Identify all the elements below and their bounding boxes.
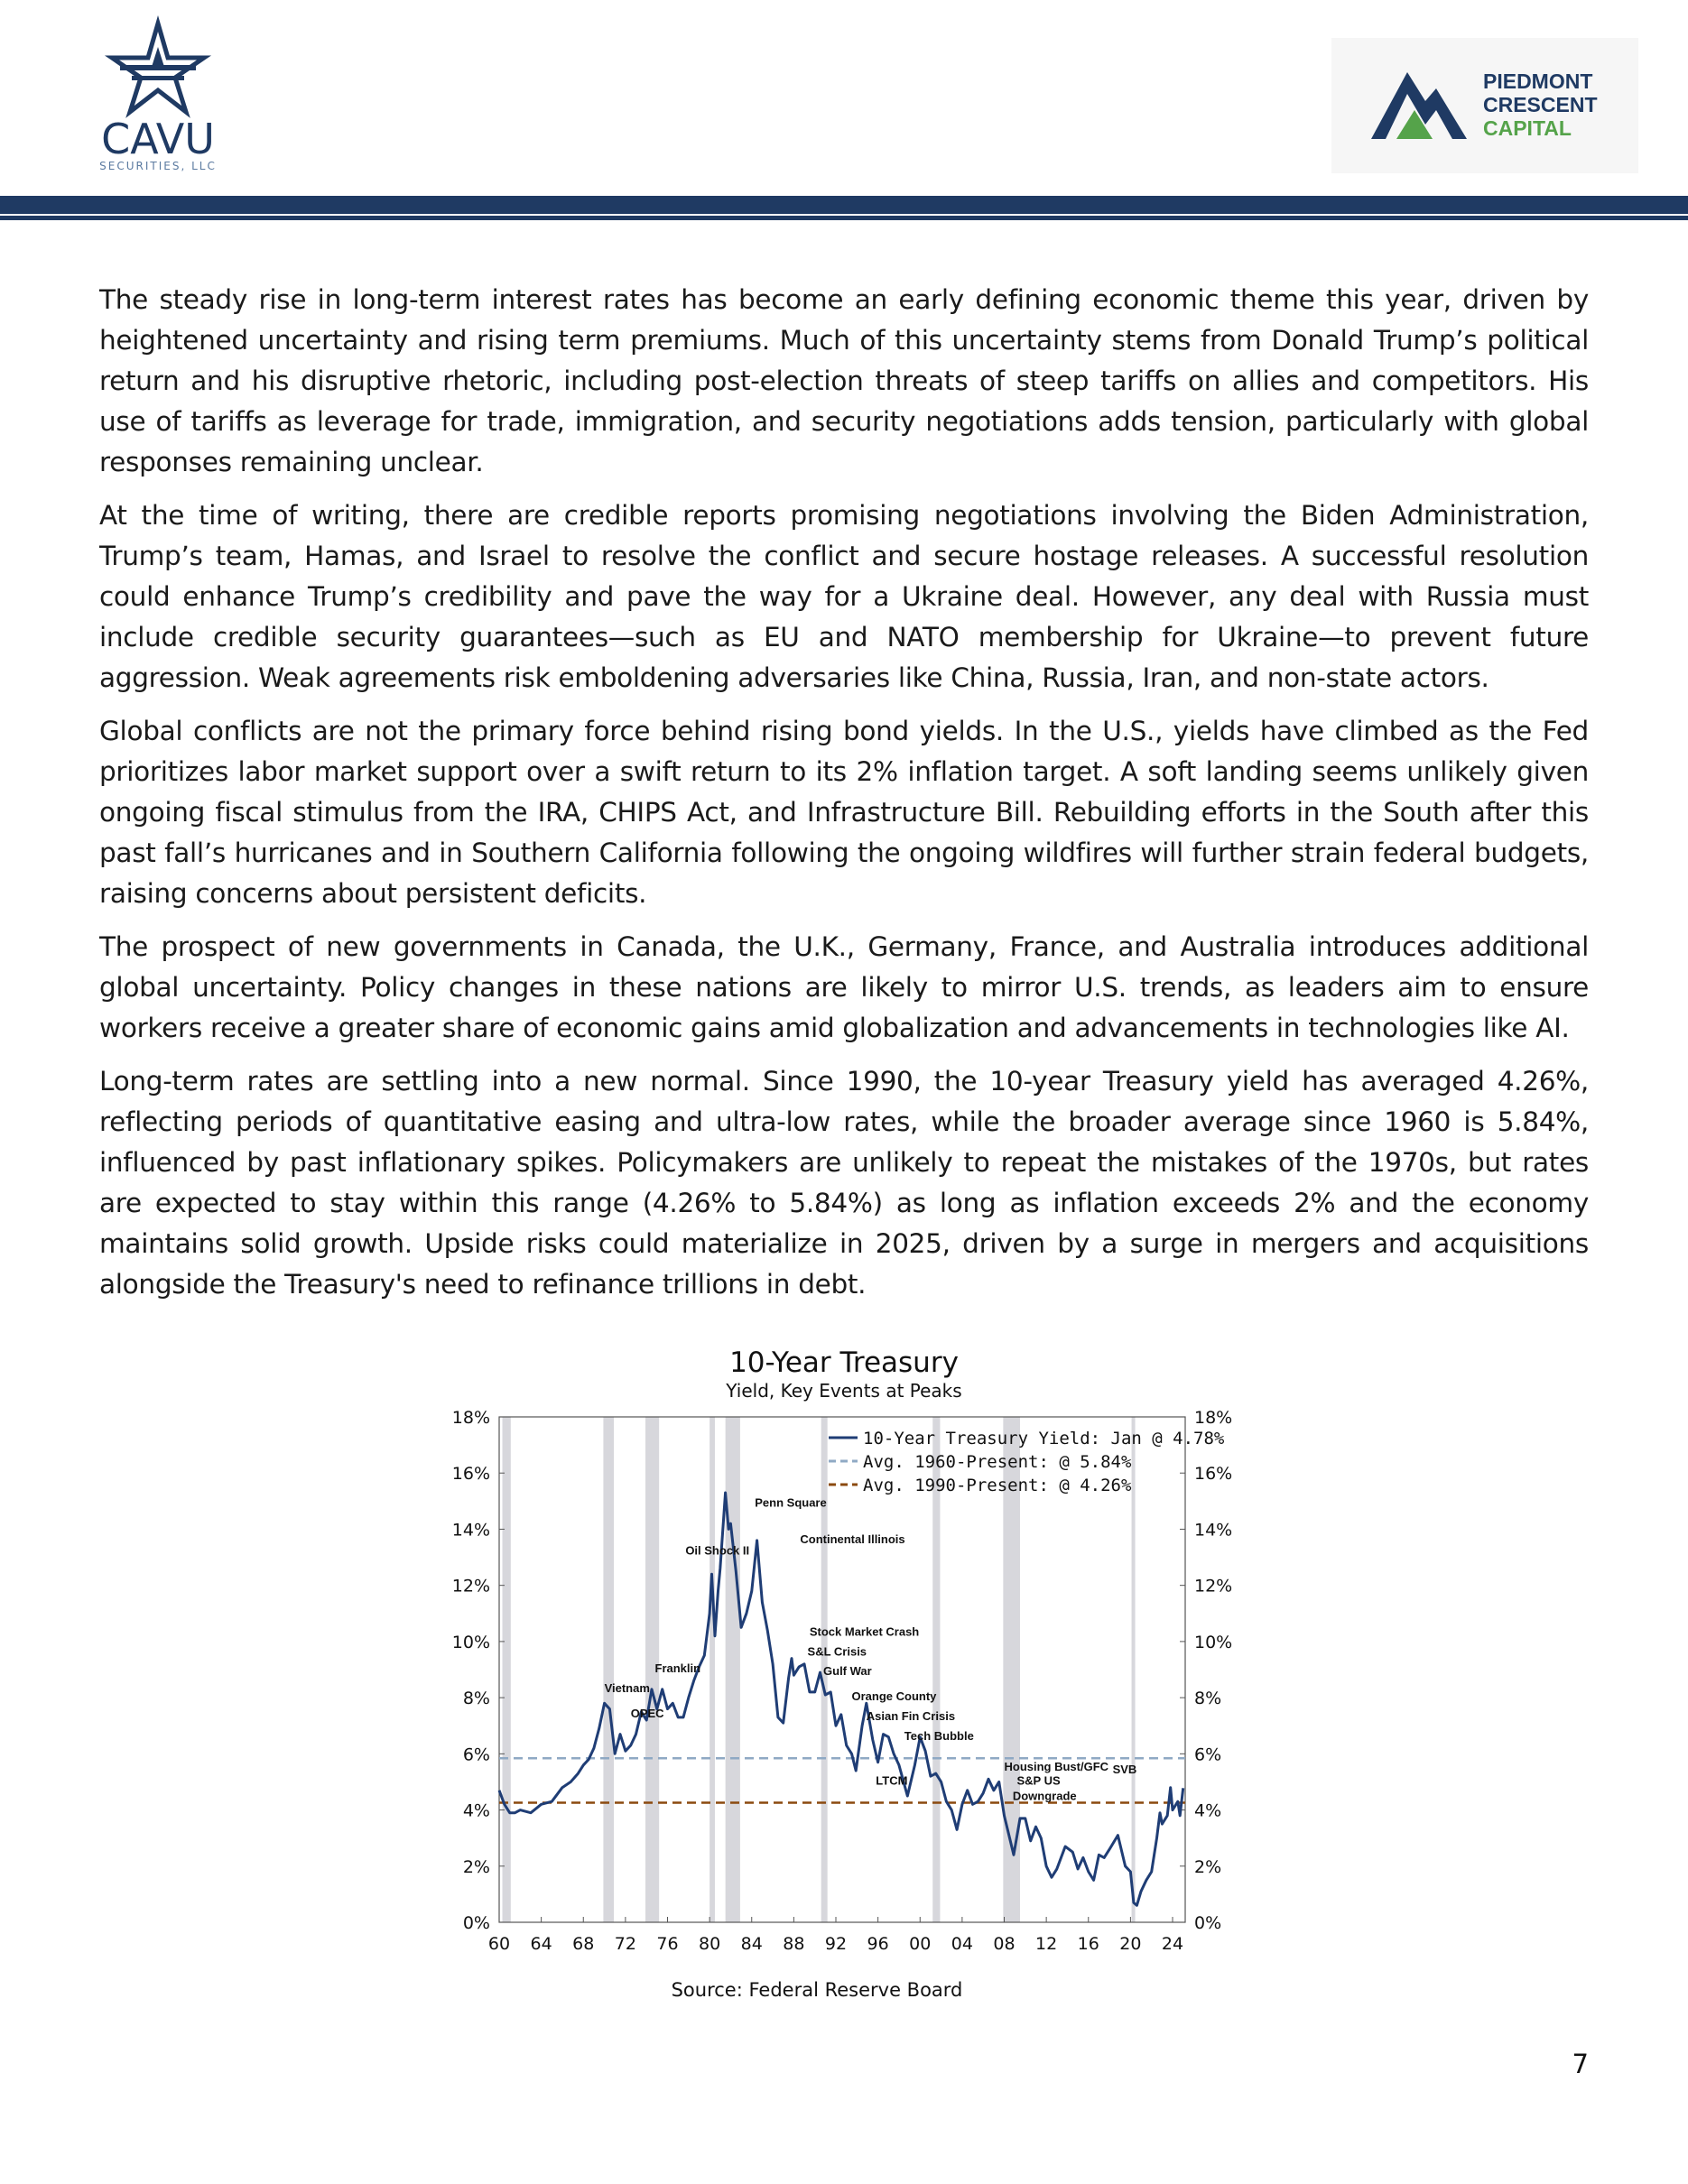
event-label: Vietnam <box>604 1680 650 1695</box>
event-label: Downgrade <box>1012 1789 1077 1803</box>
cavu-star-icon <box>112 23 204 112</box>
chart-legend <box>829 1429 1225 1495</box>
event-label: LTCM <box>876 1773 908 1788</box>
x-tick-label: 20 <box>1119 1934 1142 1954</box>
y-tick-label-left: 18% <box>451 1408 490 1428</box>
event-label: S&L Crisis <box>807 1644 867 1659</box>
article-body <box>99 280 1589 1318</box>
event-label: Franklin <box>654 1661 701 1676</box>
piedmont-word: PIEDMONT <box>1483 69 1593 93</box>
yield-line <box>499 1493 1183 1905</box>
recession-band <box>710 1417 715 1922</box>
x-tick-label: 96 <box>867 1934 889 1954</box>
y-tick-label-left: 6% <box>462 1744 490 1765</box>
y-tick-label-left: 8% <box>462 1689 490 1709</box>
y-tick-label-left: 12% <box>451 1576 490 1596</box>
paragraph: At the time of writing, there are credible reports promising negotiations involving the Biden Administration, Trump’s team, Hamas, and Israel to resolve the conflict and secure hostage releases. A successful resolution could enhance Trump’s credibility and pave the way for a Ukraine deal. However, any deal with Russia must include credible security guarantees—such as EU and NATO membership for Ukraine—to prevent future aggression. Weak agreements risk emboldening adversaries like China, Russia, Iran, and non-state actors. <box>99 500 1589 693</box>
x-tick-label: 00 <box>909 1934 932 1954</box>
paragraph: The steady rise in long-term interest rates has become an early defining economic theme this year, driven by heightened uncertainty and rising term premiums. Much of this uncertainty stems from Donald Trump’s political return and his disruptive rhetoric, including post-election threats of steep tariffs on allies and competitors. His use of tariffs as leverage for trade, immigration, and security negotiations adds tension, particularly with global responses remaining unclear. <box>99 284 1589 477</box>
x-tick-label: 68 <box>572 1934 595 1954</box>
treasury-chart <box>411 1345 1233 2022</box>
x-tick-label: 84 <box>740 1934 763 1954</box>
x-tick-label: 24 <box>1161 1934 1184 1954</box>
x-tick-label: 76 <box>656 1934 679 1954</box>
cavu-wordmark: CAVU <box>101 115 215 163</box>
piedmont-logo <box>1331 38 1638 173</box>
y-tick-label-right: 10% <box>1194 1632 1233 1652</box>
event-label: Asian Fin Crisis <box>866 1709 956 1723</box>
event-label: Stock Market Crash <box>809 1624 920 1639</box>
page-number: 7 <box>1572 2049 1589 2079</box>
treasury-chart-svg <box>411 1345 1233 1976</box>
chart-subtitle: Yield, Key Events at Peaks <box>726 1380 962 1402</box>
y-tick-label-right: 16% <box>1194 1464 1233 1485</box>
recession-band <box>603 1417 614 1922</box>
event-label: Penn Square <box>755 1495 827 1510</box>
paragraph: Global conflicts are not the primary force behind rising bond yields. In the U.S., yields have climbed as the Fed prioritizes labor market support over a swift return to its 2% inflation target. A soft landing seems unlikely given ongoing fiscal stimulus from the IRA, CHIPS Act, and Infrastructure Bill. Rebuilding efforts in the South after this past fall’s hurricanes and in Southern California following the ongoing wildfires will further strain federal budgets, raising concerns about persistent deficits. <box>99 716 1589 909</box>
event-label: Tech Bubble <box>904 1728 974 1743</box>
y-tick-label-left: 4% <box>462 1800 490 1821</box>
y-tick-label-right: 18% <box>1194 1408 1233 1428</box>
legend-label: Avg. 1990-Present: @ 4.26% <box>863 1476 1132 1495</box>
event-label: Gulf War <box>823 1664 872 1679</box>
y-tick-label-right: 6% <box>1194 1744 1222 1765</box>
yield-series <box>499 1493 1183 1905</box>
chart-source: Source: Federal Reserve Board <box>671 1979 963 2001</box>
x-tick-label: 04 <box>951 1934 973 1954</box>
chart-title: 10-Year Treasury <box>729 1346 959 1379</box>
y-tick-label-left: 10% <box>451 1632 490 1652</box>
recession-band <box>1132 1417 1136 1922</box>
x-tick-label: 88 <box>783 1934 805 1954</box>
y-tick-label-right: 14% <box>1194 1520 1233 1541</box>
event-labels <box>605 1496 1137 1803</box>
x-tick-label: 92 <box>824 1934 848 1954</box>
crescent-word: CRESCENT <box>1483 93 1598 116</box>
y-tick-label-right: 8% <box>1194 1689 1222 1709</box>
x-tick-label: 60 <box>487 1934 511 1954</box>
y-tick-label-right: 2% <box>1194 1856 1222 1877</box>
event-label: OPEC <box>630 1706 664 1720</box>
y-tick-label-left: 0% <box>462 1913 490 1933</box>
x-tick-label: 08 <box>993 1934 1016 1954</box>
event-label: SVB <box>1112 1763 1137 1777</box>
x-tick-label: 12 <box>1035 1934 1058 1954</box>
legend-label: 10-Year Treasury Yield: Jan @ 4.78% <box>863 1429 1225 1448</box>
x-tick-label: 64 <box>530 1934 552 1954</box>
page-header <box>0 0 1688 222</box>
y-tick-label-right: 12% <box>1194 1576 1233 1596</box>
recession-band <box>502 1417 510 1922</box>
cavu-logo <box>79 20 237 173</box>
header-divider-thin <box>0 216 1688 220</box>
y-tick-label-left: 2% <box>462 1856 490 1877</box>
x-tick-label: 16 <box>1077 1934 1099 1954</box>
y-tick-label-left: 16% <box>451 1464 490 1485</box>
recession-band <box>726 1417 740 1922</box>
event-label: Orange County <box>851 1689 937 1704</box>
x-tick-label: 80 <box>699 1934 721 1954</box>
paragraph: Long-term rates are settling into a new normal. Since 1990, the 10-year Treasury yield has averaged 4.26%, reflecting periods of quantitative easing and ultra-low rates, while the broader average since 1960 is 5.84%, influenced by past inflationary spikes. Policymakers are unlikely to repeat the mistakes of the 1970s, but rates are expected to stay within this range (4.26% to 5.84%) as long as inflation exceeds 2% and the economy maintains solid growth. Upside risks could materialize in 2025, driven by a surge in mergers and acquisitions alongside the Treasury's need to refinance trillions in debt. <box>99 1066 1589 1300</box>
event-label: S&P US <box>1016 1773 1061 1788</box>
header-divider <box>0 196 1688 214</box>
legend-label: Avg. 1960-Present: @ 5.84% <box>863 1452 1132 1472</box>
y-tick-label-left: 14% <box>451 1520 490 1541</box>
cavu-subtitle: SECURITIES, LLC <box>99 160 217 172</box>
y-tick-label-right: 0% <box>1194 1913 1222 1933</box>
x-tick-label: 72 <box>614 1934 636 1954</box>
event-label: Housing Bust/GFC <box>1004 1760 1109 1773</box>
paragraph: The prospect of new governments in Canada, the U.K., Germany, France, and Australia introduces additional global uncertainty. Policy changes in these nations are likely to mirror U.S. trends, as leaders aim to ensure workers receive a greater share of economic gains amid globalization and advancements in technologies like AI. <box>99 931 1589 1043</box>
event-label: Continental Illinois <box>800 1532 905 1546</box>
y-tick-label-right: 4% <box>1194 1800 1222 1821</box>
capital-word: CAPITAL <box>1483 116 1572 140</box>
event-label: Oil Shock II <box>685 1543 750 1558</box>
